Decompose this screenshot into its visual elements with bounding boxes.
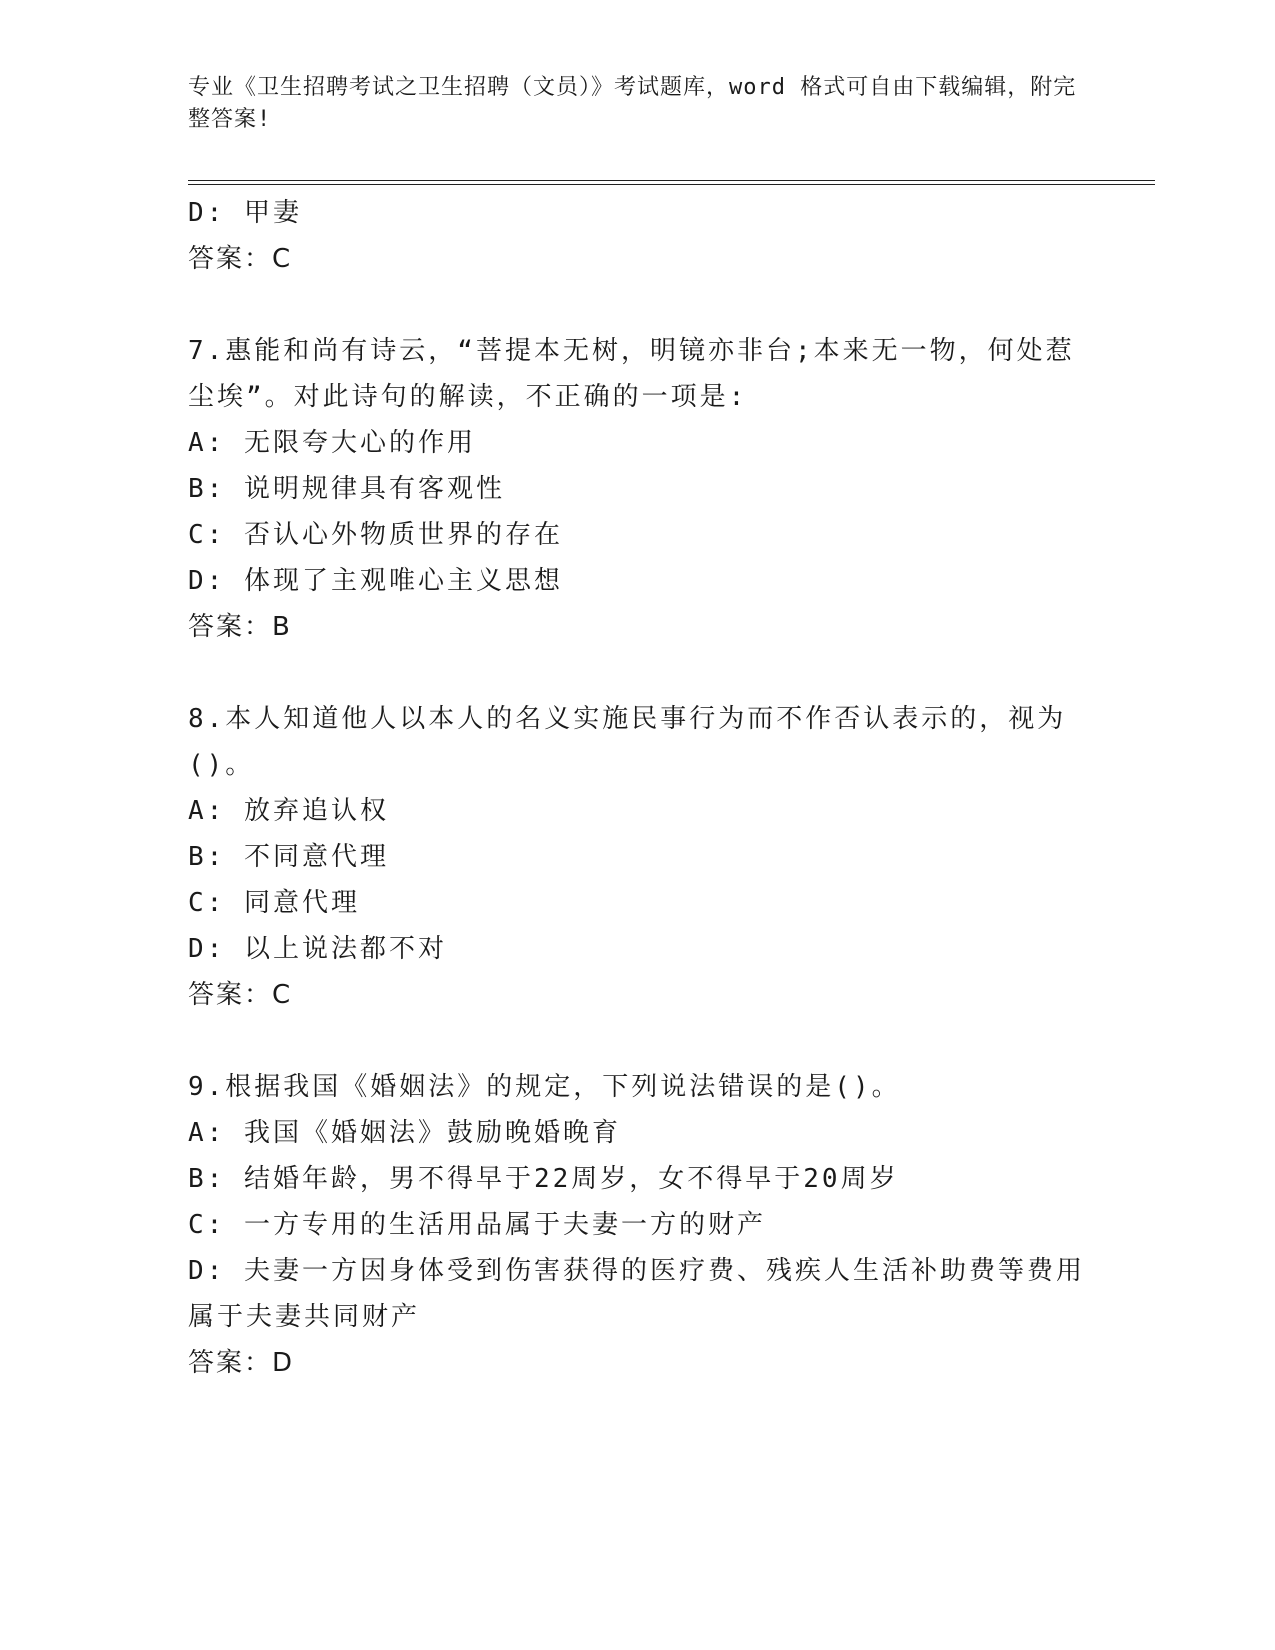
- option-c: C: 一方专用的生活用品属于夫妻一方的财产: [188, 1210, 766, 1240]
- prev-answer: 答案：C: [188, 244, 293, 274]
- spacer: [188, 650, 1088, 696]
- header-text: 专业《卫生招聘考试之卫生招聘（文员）》考试题库，word 格式可自由下载编辑，附完整答案!: [188, 75, 1077, 132]
- question-9: [188, 1064, 1088, 1386]
- answer: 答案：B: [188, 612, 292, 642]
- prev-option-d: D: 甲妻: [188, 198, 302, 228]
- question-text: 7.惠能和尚有诗云，“菩提本无树，明镜亦非台;本来无一物，何处惹尘埃”。对此诗句的解读，不正确的一项是:: [188, 336, 1075, 412]
- option-d: D: 体现了主观唯心主义思想: [188, 566, 563, 596]
- answer: 答案：D: [188, 1348, 295, 1378]
- option-b: B: 不同意代理: [188, 842, 389, 872]
- answer: 答案：C: [188, 980, 293, 1010]
- option-d: D: 夫妻一方因身体受到伤害获得的医疗费、残疾人生活补助费等费用属于夫妻共同财产: [188, 1256, 1085, 1332]
- document-header: [188, 72, 1088, 136]
- option-a: A: 我国《婚姻法》鼓励晚婚晚育: [188, 1118, 621, 1148]
- spacer: [188, 282, 1088, 328]
- header-divider-top: [188, 180, 1155, 181]
- header-divider-bottom: [188, 184, 1155, 185]
- option-c: C: 否认心外物质世界的存在: [188, 520, 563, 550]
- option-b: B: 结婚年龄，男不得早于22周岁，女不得早于20周岁: [188, 1164, 899, 1194]
- option-a: A: 放弃追认权: [188, 796, 389, 826]
- question-list: [188, 190, 1088, 1386]
- question-8: [188, 696, 1088, 1018]
- option-d: D: 以上说法都不对: [188, 934, 447, 964]
- option-a: A: 无限夸大心的作用: [188, 428, 476, 458]
- question-text: 9.根据我国《婚姻法》的规定，下列说法错误的是()。: [188, 1072, 901, 1102]
- question-7: [188, 328, 1088, 650]
- option-c: C: 同意代理: [188, 888, 360, 918]
- spacer: [188, 1018, 1088, 1064]
- option-b: B: 说明规律具有客观性: [188, 474, 505, 504]
- question-text: 8.本人知道他人以本人的名义实施民事行为而不作否认表示的，视为()。: [188, 704, 1067, 780]
